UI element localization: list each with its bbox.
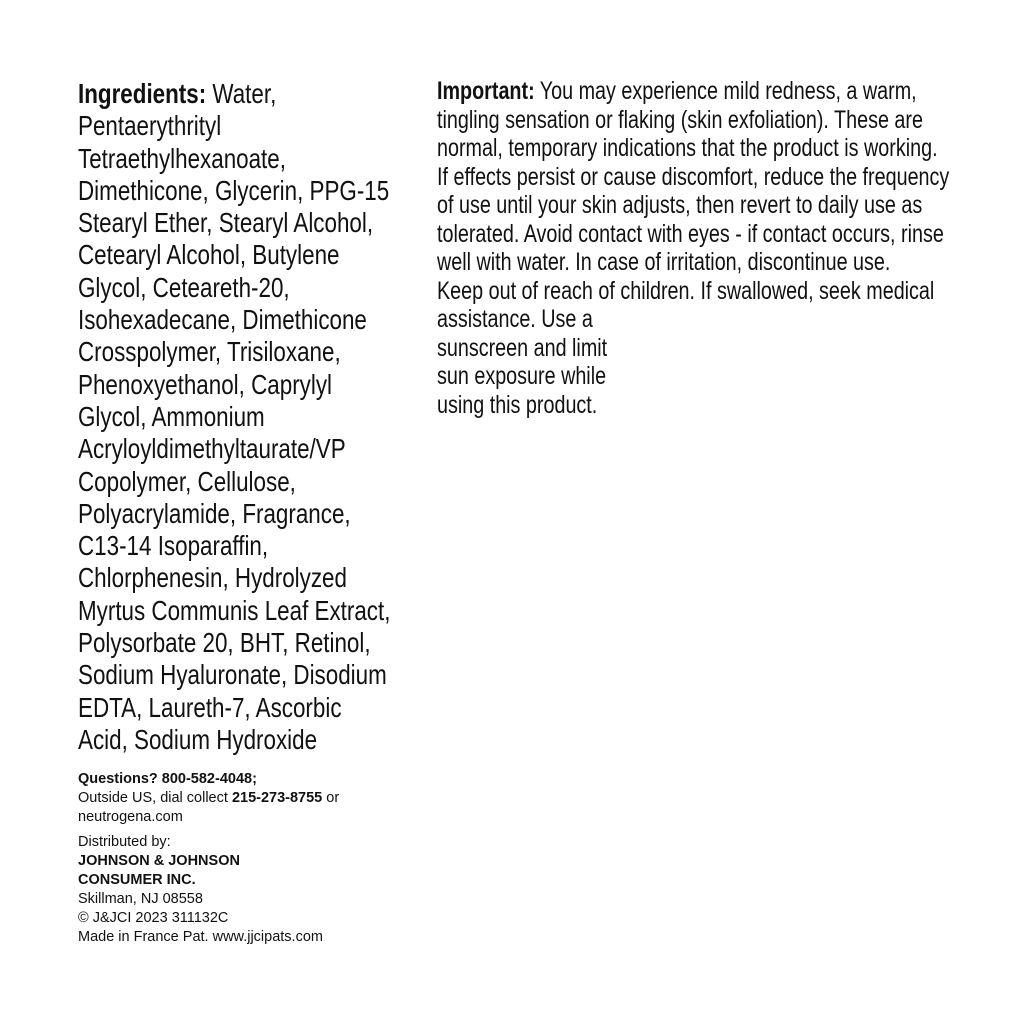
ingredients-line: Tetraethylhexanoate,: [78, 142, 286, 174]
important-line: If effects persist or cause discomfort, reduce the frequency: [437, 162, 950, 191]
important-text: You may experience mild redness, a warm,: [534, 77, 917, 105]
ingredients-heading: Ingredients:: [78, 78, 207, 109]
ingredients-line: Sodium Hyaluronate, Disodium: [78, 659, 387, 691]
ingredients-line: Acid, Sodium Hydroxide: [78, 723, 318, 755]
outside-us-prefix: Outside US, dial collect: [78, 790, 232, 806]
ingredients-block: [78, 78, 398, 756]
important-line: normal, temporary indications that the product is working.: [437, 134, 938, 162]
important-line: sunscreen and limit: [437, 333, 608, 362]
questions-phone: Questions? 800-582-4048;: [78, 771, 257, 787]
ingredients-line: Polyacrylamide, Fragrance,: [78, 497, 351, 529]
outside-us-number: 215-273-8755: [231, 790, 323, 806]
made-in-line: Made in France Pat. www.jjcipats.com: [78, 929, 323, 945]
ingredients-line: Stearyl Ether, Stearyl Alcohol,: [78, 207, 374, 239]
company-name-line-1: JOHNSON & JOHNSON: [78, 853, 240, 869]
ingredients-line: C13-14 Isoparaffin,: [78, 530, 269, 562]
contact-block: [78, 770, 478, 947]
important-line: using this product.: [437, 390, 598, 419]
ingredients-line: Acryloyldimethyltaurate/VP: [78, 433, 346, 465]
ingredients-line: Chlorphenesin, Hydrolyzed: [78, 562, 347, 594]
outside-us-line: [78, 789, 478, 808]
important-line: Keep out of reach of children. If swallowed, seek medical: [437, 276, 935, 305]
important-line: [437, 77, 943, 106]
ingredients-line: EDTA, Laureth-7, Ascorbic: [78, 691, 342, 723]
ingredients-line: [78, 78, 398, 110]
important-heading: Important:: [437, 77, 535, 105]
outside-us-suffix: or: [322, 790, 340, 806]
company-name-line-2: CONSUMER INC.: [78, 872, 196, 888]
website: neutrogena.com: [78, 809, 183, 825]
ingredients-line: Crosspolymer, Trisiloxane,: [78, 336, 341, 368]
ingredients-line: Dimethicone, Glycerin, PPG-15: [78, 174, 390, 206]
ingredients-line: Cetearyl Alcohol, Butylene: [78, 239, 340, 271]
important-line: of use until your skin adjusts, then revert to daily use as: [437, 191, 923, 219]
ingredients-line: Glycol, Ammonium: [78, 400, 265, 432]
ingredients-line: Isohexadecane, Dimethicone: [78, 304, 367, 336]
important-line: assistance. Use a: [437, 305, 593, 333]
important-line: tingling sensation or flaking (skin exfoliation). These are: [437, 105, 923, 134]
important-line: well with water. In case of irritation, discontinue use.: [437, 248, 891, 276]
ingredients-text: Water,: [206, 78, 277, 109]
copyright-line: © J&JCI 2023 311132C: [78, 910, 229, 926]
distributed-by-label: Distributed by:: [78, 834, 171, 850]
ingredients-line: Phenoxyethanol, Caprylyl: [78, 368, 333, 400]
company-address: Skillman, NJ 08558: [78, 891, 203, 907]
important-line: sun exposure while: [437, 362, 607, 390]
ingredients-line: Copolymer, Cellulose,: [78, 465, 296, 497]
important-block: [437, 77, 950, 419]
ingredients-line: Pentaerythrityl: [78, 110, 222, 142]
ingredients-line: Polysorbate 20, BHT, Retinol,: [78, 627, 371, 659]
ingredients-line: Myrtus Communis Leaf Extract,: [78, 594, 391, 626]
ingredients-line: Glycol, Ceteareth-20,: [78, 271, 290, 303]
important-line: tolerated. Avoid contact with eyes - if contact occurs, rinse: [437, 219, 944, 248]
